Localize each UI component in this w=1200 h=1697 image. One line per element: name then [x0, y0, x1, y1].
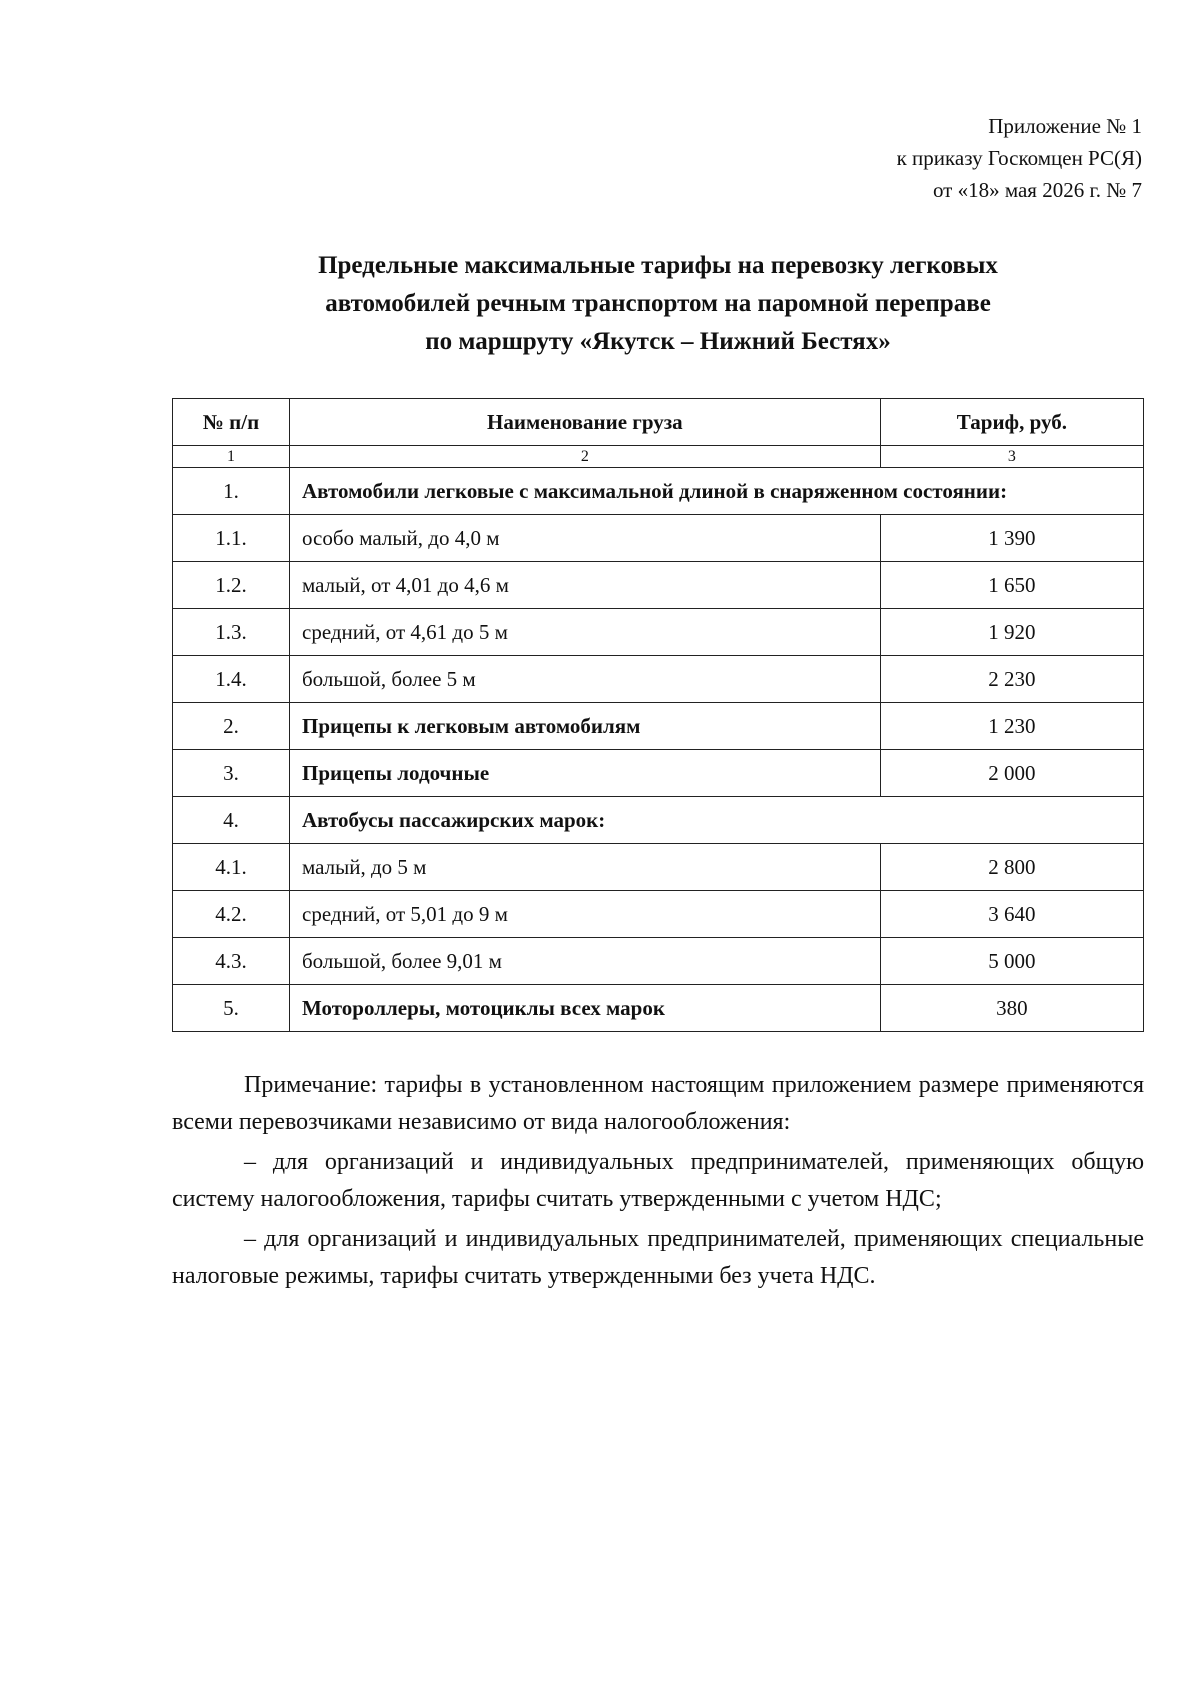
table-row: [173, 703, 1144, 750]
cargo-name: Мотороллеры, мотоциклы всех марок: [290, 985, 881, 1032]
tariff-value: 2 800: [880, 844, 1143, 891]
cargo-name: Автомобили легковые с максимальной длиной в снаряженном состоянии:: [290, 468, 1144, 515]
column-number-2: 2: [290, 446, 881, 468]
header-number: № п/п: [173, 399, 290, 446]
row-number: 1.2.: [173, 562, 290, 609]
table-row: [173, 797, 1144, 844]
table-row: [173, 656, 1144, 703]
title-line-3: по маршруту «Якутск – Нижний Бестях»: [425, 328, 891, 355]
tariff-value: 5 000: [880, 938, 1143, 985]
order-date: от «18» мая 2026 г. № 7: [932, 178, 1142, 202]
table-row: [173, 609, 1144, 656]
tariff-value: 1 230: [880, 703, 1143, 750]
column-number-3: 3: [880, 446, 1143, 468]
row-number: 5.: [173, 985, 290, 1032]
tariff-table: [172, 398, 1144, 1032]
cargo-name: малый, до 5 м: [290, 844, 881, 891]
note-section: [172, 1067, 1144, 1295]
row-number: 4.3.: [173, 938, 290, 985]
cargo-name: большой, более 5 м: [290, 656, 881, 703]
cargo-name: средний, от 4,61 до 5 м: [290, 609, 881, 656]
row-number: 2.: [173, 703, 290, 750]
cargo-name: средний, от 5,01 до 9 м: [290, 891, 881, 938]
header-cargo-name: Наименование груза: [290, 399, 881, 446]
document-title: [172, 247, 1144, 361]
row-number: 1.: [173, 468, 290, 515]
cargo-name: Прицепы к легковым автомобилям: [290, 703, 881, 750]
cargo-name: Прицепы лодочные: [290, 750, 881, 797]
table-header-row: [173, 399, 1144, 446]
cargo-name: особо малый, до 4,0 м: [290, 515, 881, 562]
title-line-2: автомобилей речным транспортом на паромной переправе: [325, 290, 991, 317]
column-numbers-row: [173, 446, 1144, 468]
table-row: [173, 891, 1144, 938]
row-number: 4.2.: [173, 891, 290, 938]
row-number: 3.: [173, 750, 290, 797]
table-row: [173, 515, 1144, 562]
cargo-name: малый, от 4,01 до 4,6 м: [290, 562, 881, 609]
table-row: [173, 750, 1144, 797]
row-number: 4.1.: [173, 844, 290, 891]
note-item-general-taxation: – для организаций и индивидуальных предпринимателей, применяющих общую систему налогообложения, тарифы считать утвержденными с учетом НДС;: [172, 1149, 1144, 1212]
tariff-value: 1 650: [880, 562, 1143, 609]
appendix-header: [897, 110, 1142, 206]
cargo-name: большой, более 9,01 м: [290, 938, 881, 985]
table-row: [173, 985, 1144, 1032]
title-line-1: Предельные максимальные тарифы на перевозку легковых: [318, 252, 998, 279]
table-row: [173, 468, 1144, 515]
tariff-value: 2 230: [880, 656, 1143, 703]
note-paragraph: Примечание: тарифы в установленном настоящим приложением размере применяются всеми перевозчиками независимо от вида налогообложения:: [172, 1072, 1144, 1135]
row-number: 4.: [173, 797, 290, 844]
row-number: 1.1.: [173, 515, 290, 562]
note-item-special-taxation: – для организаций и индивидуальных предпринимателей, применяющих специальные налоговые режимы, тарифы считать утвержденными без учета НДС.: [172, 1226, 1144, 1289]
order-reference: к приказу Госкомцен РС(Я): [896, 146, 1142, 170]
tariff-value: 1 920: [880, 609, 1143, 656]
tariff-value: 1 390: [880, 515, 1143, 562]
appendix-number: Приложение № 1: [988, 114, 1142, 138]
tariff-value: 380: [880, 985, 1143, 1032]
cargo-name: Автобусы пассажирских марок:: [290, 797, 1144, 844]
row-number: 1.4.: [173, 656, 290, 703]
tariff-value: 2 000: [880, 750, 1143, 797]
row-number: 1.3.: [173, 609, 290, 656]
table-row: [173, 562, 1144, 609]
column-number-1: 1: [173, 446, 290, 468]
tariff-value: 3 640: [880, 891, 1143, 938]
table-row: [173, 844, 1144, 891]
header-tariff: Тариф, руб.: [880, 399, 1143, 446]
table-row: [173, 938, 1144, 985]
